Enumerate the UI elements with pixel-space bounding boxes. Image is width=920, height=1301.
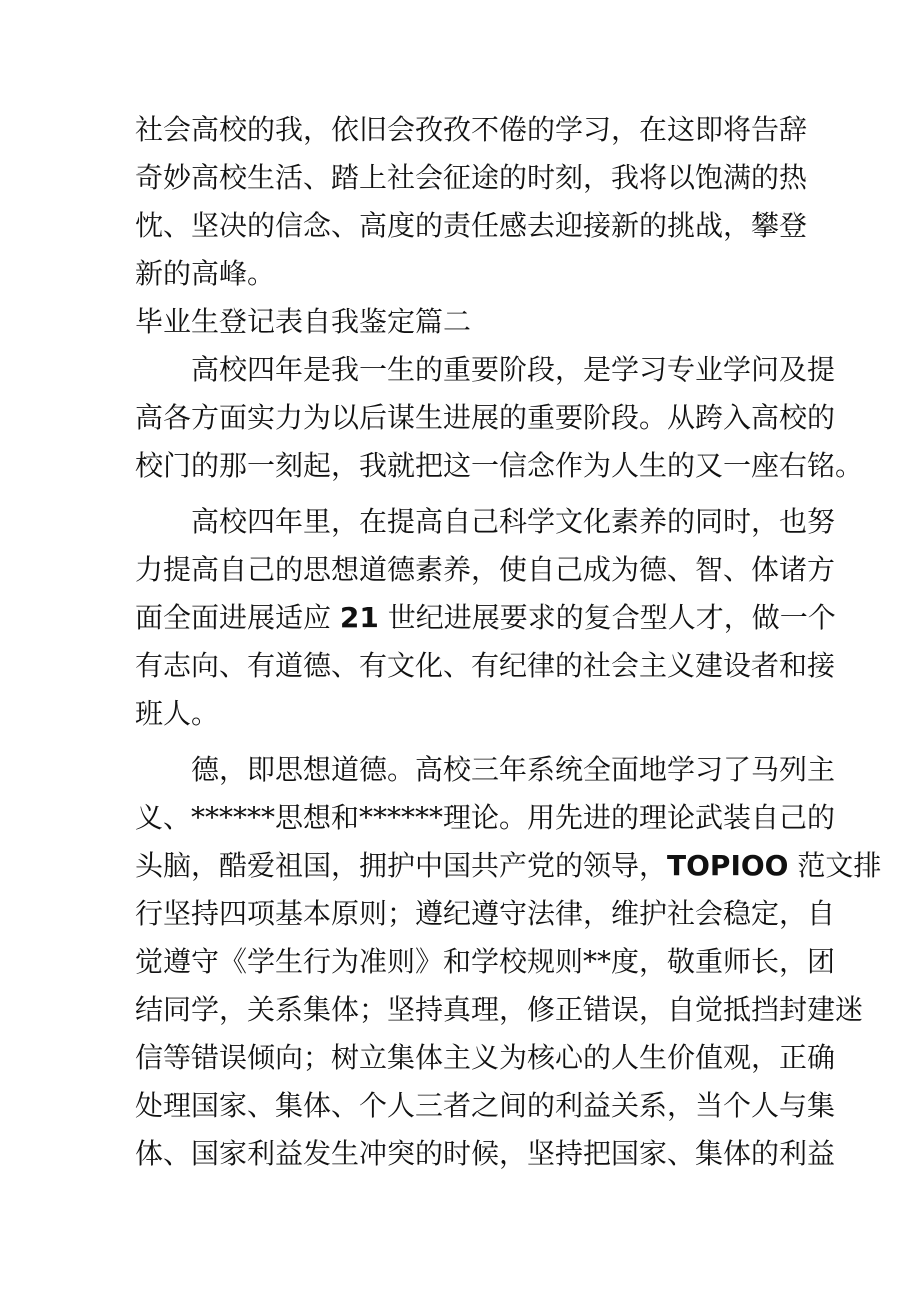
paragraph-line	[135, 842, 882, 890]
paragraph-line: 处理国家、集体、个人三者之间的利益关系，当个人与集	[135, 1089, 836, 1122]
text-run: 范文排	[788, 849, 882, 882]
paragraph-line: 信等错误倾向；树立集体主义为核心的人生价值观，正确	[135, 1041, 836, 1074]
text-run: 世纪进展要求的复合型人才，做一个	[378, 601, 836, 634]
paragraph-line: 力提高自己的思想道德素养，使自己成为德、智、体诸方	[135, 553, 836, 586]
paragraph-line: 奇妙高校生活、踏上社会征途的时刻，我将以饱满的热	[135, 161, 808, 194]
section-heading: 毕业生登记表自我鉴定篇二	[135, 305, 472, 338]
paragraph-line: 高各方面实力为以后谋生进展的重要阶段。从跨入高校的	[135, 401, 836, 434]
paragraph-line: 高校四年里，在提高自己科学文化素养的同时，也努	[191, 505, 836, 538]
paragraph-line: 义、******思想和******理论。用先进的理论武装自己的	[135, 801, 836, 834]
paragraph-line: 高校四年是我一生的重要阶段，是学习专业学问及提	[191, 353, 836, 386]
paragraph-line: 结同学，关系集体；坚持真理，修正错误，自觉抵挡封建迷	[135, 993, 864, 1026]
text-run-bold-number: 21	[339, 601, 379, 634]
text-run-bold-brand: TOPIOO	[667, 849, 789, 882]
paragraph-line: 社会高校的我，依旧会孜孜不倦的学习，在这即将告辞	[135, 113, 808, 146]
document-body	[135, 106, 882, 1178]
paragraph-line	[135, 594, 836, 642]
paragraph-line: 体、国家利益发生冲突的时候，坚持把国家、集体的利益	[135, 1137, 836, 1170]
paragraph-line: 觉遵守《学生行为准则》和学校规则**度，敬重师长，团	[135, 945, 836, 978]
paragraph-line: 行坚持四项基本原则；遵纪遵守法律，维护社会稳定，自	[135, 897, 836, 930]
paragraph-line: 新的高峰。	[135, 257, 276, 290]
paragraph-line: 班人。	[135, 697, 220, 730]
paragraph-line: 德，即思想道德。高校三年系统全面地学习了马列主	[191, 753, 836, 786]
text-run: 头脑，酷爱祖国，拥护中国共产党的领导，	[135, 849, 668, 882]
paragraph-line: 忱、坚决的信念、高度的责任感去迎接新的挑战，攀登	[135, 209, 808, 242]
paragraph-line: 校门的那一刻起，我就把这一信念作为人生的又一座右铭。	[135, 449, 864, 482]
text-run: 面全面进展适应	[135, 601, 340, 634]
paragraph-line: 有志向、有道德、有文化、有纪律的社会主义建设者和接	[135, 649, 836, 682]
